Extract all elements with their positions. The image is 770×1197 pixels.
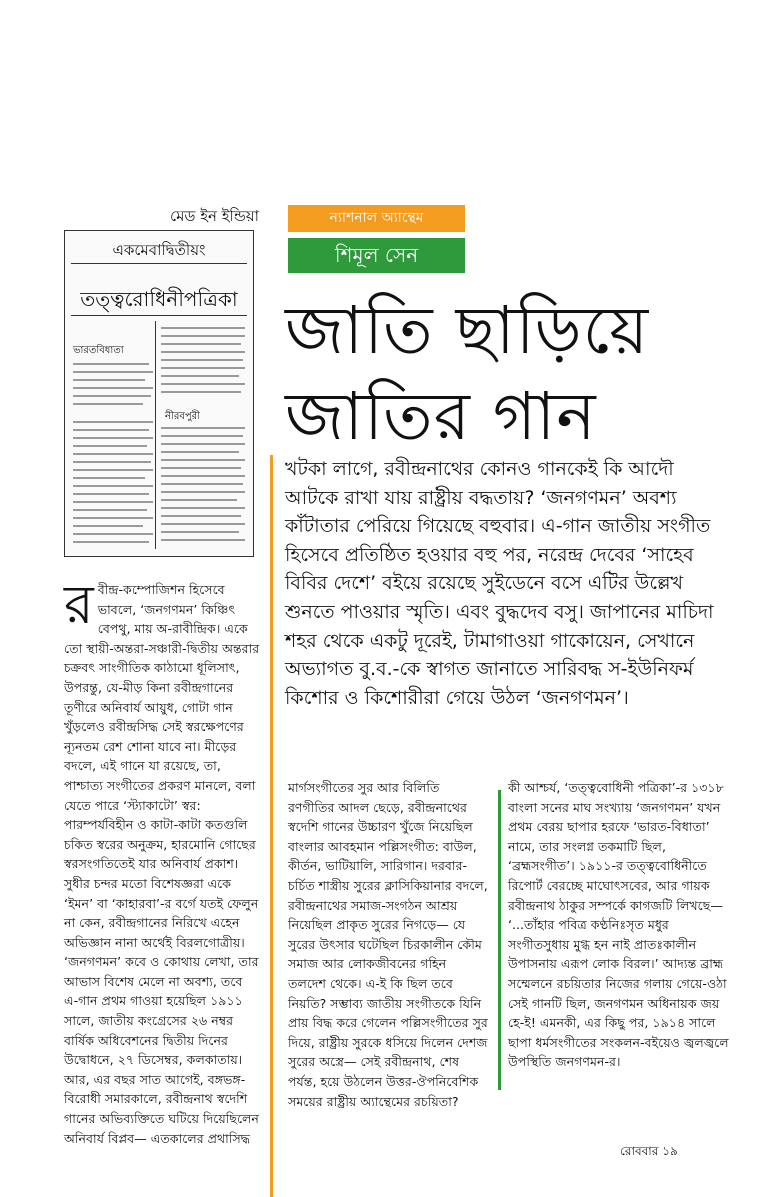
cover-title: তত্ত্বরোধিনীপত্রিকা — [80, 287, 238, 311]
body-column-1 — [64, 573, 260, 1148]
body-column-2: মার্গসংগীতের সুর আর বিলিতি রণগীতির আদল ছেড়ে, রবীন্দ্রনাথের স্বদেশি গানের উচ্চারণ খুঁজে নিয়েছিল বাংলার আবহমান পল্লিসংগীত: বাউল, কীর্তন, ভাটিয়ালি, সারিগান। দরবার-চর্চিত শাস্ত্রীয় সুরের ক্লাসিকিয়ানার বদলে, রবীন্দ্রনাথের সমাজ-সংগঠন আশ্রয় নিয়েছিল প্রাকৃত সুরের নিগড়ে— যে সুরের উৎসার ঘটেছিল চিরকালীন কৌম সমাজ আর লোকজীবনের গহিন তলদেশ থেকে। এ-ই কি ছিল তবে নিয়তি? সম্ভাব্য জাতীয় সংগীতকে যিনি প্রায় বিদ্ধ করে গেলেন পল্লিসংগীতের সুর দিয়ে, রাষ্ট্রীয় সুরকে ধসিয়ে দিলেন দেশজ সুরের অস্ত্রে— সেই রবীন্দ্রনাথ, শেষ পর্যন্ত, হয়ে উঠলেন উত্তর-ঔপনিবেশিক সময়ের রাষ্ট্রীয় অ্যান্থেমের রচয়িতা? — [288, 780, 488, 1109]
green-rule — [498, 790, 501, 1090]
cover-rule — [71, 315, 247, 316]
column-1-text: বীন্দ্র-কম্পোজিশন হিসেবে ভাবলে, ‘জনগণমন’ কিঞ্চিৎ বেপথু, মায় অ-রাবীন্দ্রিক। একে তো স্থায়ী-অন্তরা-সঞ্চারী-দ্বিতীয় অন্তরার চক্রবৎ সাংগীতিক কাঠামো ধূলিসাৎ, উপরন্তু, যে-মীড় কিনা রবীন্দ্রগানের তূণীরে অনিবার্য আয়ুধ, গোটা গান খুঁড়লেও রবীন্দ্রসিদ্ধ সেই স্বরক্ষেপণের ন্যূনতম রেশ শোনা যাবে না। মীড়ের বদলে, এই গানে যা রয়েছে, তা, পাশ্চাত্য সংগীতের প্রকরণ মানলে, বলা যেতে পারে ‘স্ট্যাকাটো’ স্বর: পারম্পর্যবিহীন ও কাটা-কাটা কতগুলি চকিত স্বরের অনুক্রম, হারমোনি গোছের স্বরসংগতিতেই যার অনিবার্য প্রকাশ। সুধীর চন্দর মতো বিশেষজ্ঞরা একে ‘ইমন’ বা ‘কাহারবা’-র বর্গে যতই ফেলুন না কেন, রবীন্দ্রগানের নিরিখে এহেন অভিজ্ঞান নানা অর্থেই বিরলগোত্রীয়। ‘জনগণমন’ কবে ও কোথায় লেখা, তার আভাস বিশেষ মেলে না অবশ্য, তবে এ-গান প্রথম গাওয়া হয়েছিল ১৯১১ সালে, জাতীয় কংগ্রেসের ২৬ নম্বর বার্ষিক অধিবেশনের দ্বিতীয় দিনের উদ্বোধনে, ২৭ ডিসেম্বর, কলকাতায়। আর, এর বছর সাত আগেই, বঙ্গভঙ্গ-বিরোধী সমারকালে, রবীন্দ্রনাথ স্বদেশি গানের অভিব্যক্তিতে ঘটিয়ে দিয়েছিলেন অনিবার্য বিপ্লব— এতকালের প্রথাসিদ্ধ — [64, 582, 260, 1146]
cover-section-1: ভারতবিধাতা — [73, 345, 124, 356]
drop-cap: র — [64, 573, 94, 636]
orange-rule — [270, 455, 273, 1197]
topic-tag: ন্যাশনাল অ্যান্থেম — [288, 205, 465, 232]
headline-line-2: জাতির গান — [285, 378, 597, 455]
cover-masthead: একমেবাদ্বিতীয়ং — [112, 241, 206, 259]
author-byline: শিমূল সেন — [288, 238, 465, 273]
cover-rule — [71, 263, 247, 264]
headline-line-1: জাতি ছাড়িয়ে — [285, 292, 650, 369]
page-folio: রোববার ১৯ — [620, 1144, 678, 1158]
lead-paragraph: খটকা লাগে, রবীন্দ্রনাথের কোনও গানকেই কি আদৌ আটকে রাখা যায় রাষ্ট্রীয় বদ্ধতায়? ‘জনগণমন’ অবশ্য কাঁটাতার পেরিয়ে গিয়েছে বহুবার। এ-গান জাতীয় সংগীত হিসেবে প্রতিষ্ঠিত হওয়ার বহু পর, নরেন্দ্র দেবের ‘সাহেব বিবির দেশে’ বইয়ে রয়েছে সুইডেনে বসে এটির উল্লেখ শুনতে পাওয়ার স্মৃতি। এবং বুদ্ধদেব বসু। জাপানের মাচিদা শহর থেকে একটু দূরেই, টামাগাওয়া গাকোয়েন, সেখানে অভ্যাগত বু.ব.-কে স্বাগত জানাতে সারিবদ্ধ স-ইউনিফর্ম কিশোর ও কিশোরীরা গেয়ে উঠল ‘জনগণমন’। — [285, 458, 714, 709]
body-column-3: কী আশ্চর্য, ‘তত্ত্ববোধিনী পত্রিকা’-র ১৩১৮ বাংলা সনের মাঘ সংখ্যায় ‘জনগণমন’ যখন প্রথম বেরয় ছাপার হরফে ‘ভারত-বিধাতা’ নামে, তার সংলগ্ন তকমাটি ছিল, ‘ব্রহ্মসংগীত’। ১৯১১-র তত্ত্ববোধিনীতে রিপোর্ট বেরচ্ছে মাঘোৎসবের, আর গায়ক রবীন্দ্রনাথ ঠাকুর সম্পর্কে কাগজটি লিখছে— ‘...তাঁহার পবিত্র কণ্ঠনিঃসৃত মধুর সংগীতসুধায় মুগ্ধ হন নাই প্রাতঃকালীন উপাসনায় এরূপ লোক বিরল।’ আদ্যন্ত ব্রাহ্ম সম্মেলনে রচয়িতার নিজের গলায় গেয়ে-ওঠা সেই গানটি ছিল, জনগণমন অধিনায়ক জয় হে-ই! এমনকী, এর কিছু পর, ১৯১৪ সালে ছাপা ধর্মসংগীতের সংকলন-বইয়েও জ্বলজ্বলে উপস্থিতি জনগণমন-র। — [508, 780, 729, 1070]
section-label: মেড ইন ইন্ডিয়া — [170, 207, 260, 225]
cover-section-2: নীরবপুরী — [165, 411, 201, 422]
headline — [285, 288, 745, 460]
magazine-cover-image — [64, 230, 254, 557]
